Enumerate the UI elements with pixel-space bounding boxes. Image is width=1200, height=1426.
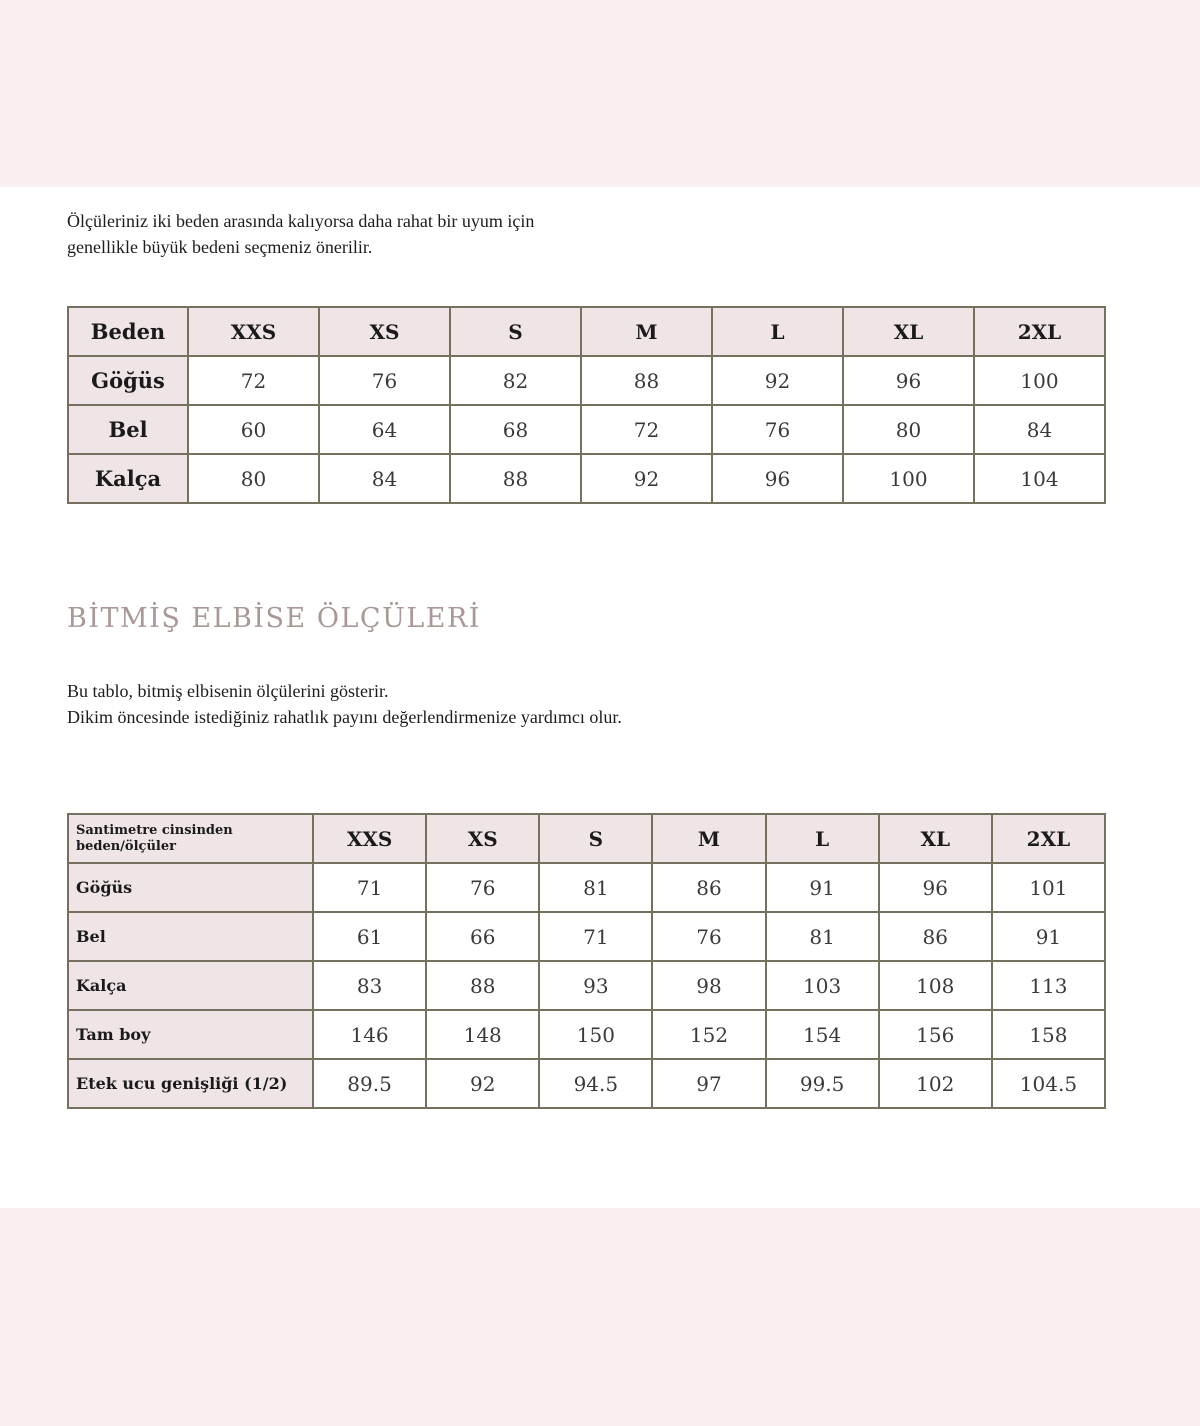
table-cell: 104 — [974, 454, 1105, 503]
table-header-row — [68, 814, 1105, 863]
size-advice-line-1: Ölçüleriniz iki beden arasında kalıyorsa daha rahat bir uyum için — [67, 211, 535, 231]
table-row — [68, 863, 1105, 912]
table-cell: 71 — [539, 912, 652, 961]
table-cell: 91 — [766, 863, 879, 912]
table-cell: 82 — [450, 356, 581, 405]
table-cell: 146 — [313, 1010, 426, 1059]
table-cell: 100 — [974, 356, 1105, 405]
size-header-xl: XL — [879, 814, 992, 863]
finished-dress-table — [67, 813, 1106, 1109]
table-cell: 100 — [843, 454, 974, 503]
table-cell: 80 — [843, 405, 974, 454]
table-row — [68, 961, 1105, 1010]
table-cell: 92 — [426, 1059, 539, 1108]
row-label-hem-width: Etek ucu genişliği (1/2) — [68, 1059, 313, 1108]
table-cell: 156 — [879, 1010, 992, 1059]
size-header-xs: XS — [426, 814, 539, 863]
table-cell: 98 — [652, 961, 765, 1010]
table-cell: 76 — [426, 863, 539, 912]
table-cell: 72 — [188, 356, 319, 405]
table-cell: 83 — [313, 961, 426, 1010]
row-label-chest: Göğüs — [68, 863, 313, 912]
table-cell: 88 — [450, 454, 581, 503]
row-label-full-length: Tam boy — [68, 1010, 313, 1059]
table-cell: 72 — [581, 405, 712, 454]
table-cell: 104.5 — [992, 1059, 1105, 1108]
table-cell: 76 — [712, 405, 843, 454]
table-cell: 113 — [992, 961, 1105, 1010]
table-cell: 92 — [581, 454, 712, 503]
size-header-2xl: 2XL — [974, 307, 1105, 356]
table-header-row — [68, 307, 1105, 356]
table-row — [68, 1059, 1105, 1108]
size-advice-line-2: genellikle büyük bedeni seçmeniz önerilir. — [67, 237, 373, 257]
table-cell: 108 — [879, 961, 992, 1010]
table-cell: 89.5 — [313, 1059, 426, 1108]
row-label-chest: Göğüs — [68, 356, 188, 405]
table-cell: 60 — [188, 405, 319, 454]
size-header-2xl: 2XL — [992, 814, 1105, 863]
unit-header-label — [68, 814, 313, 863]
table-row — [68, 1010, 1105, 1059]
row-label-hip: Kalça — [68, 454, 188, 503]
table-cell: 96 — [712, 454, 843, 503]
size-header-xxs: XXS — [188, 307, 319, 356]
table-cell: 88 — [426, 961, 539, 1010]
size-advice-text — [67, 208, 767, 260]
bottom-banner — [0, 1208, 1200, 1426]
table-cell: 154 — [766, 1010, 879, 1059]
size-header-label: Beden — [68, 307, 188, 356]
table-row — [68, 454, 1105, 503]
size-header-s: S — [539, 814, 652, 863]
size-header-m: M — [652, 814, 765, 863]
table-cell: 94.5 — [539, 1059, 652, 1108]
table-cell: 88 — [581, 356, 712, 405]
table-cell: 152 — [652, 1010, 765, 1059]
table-cell: 96 — [843, 356, 974, 405]
size-header-xs: XS — [319, 307, 450, 356]
size-header-l: L — [712, 307, 843, 356]
table-cell: 84 — [319, 454, 450, 503]
table-cell: 86 — [652, 863, 765, 912]
description-line-2: Dikim öncesinde istediğiniz rahatlık payını değerlendirmenize yardımcı olur. — [67, 707, 622, 727]
table-cell: 92 — [712, 356, 843, 405]
table-cell: 148 — [426, 1010, 539, 1059]
table-row — [68, 356, 1105, 405]
size-header-m: M — [581, 307, 712, 356]
table-row — [68, 912, 1105, 961]
section-heading: BİTMİŞ ELBİSE ÖLÇÜLERİ — [67, 603, 481, 634]
table-cell: 99.5 — [766, 1059, 879, 1108]
row-label-waist: Bel — [68, 912, 313, 961]
table-cell: 101 — [992, 863, 1105, 912]
table-row — [68, 405, 1105, 454]
description-line-1: Bu tablo, bitmiş elbisenin ölçülerini gösterir. — [67, 681, 389, 701]
table-cell: 96 — [879, 863, 992, 912]
table-cell: 93 — [539, 961, 652, 1010]
table-cell: 64 — [319, 405, 450, 454]
unit-header-line-1: Santimetre cinsinden — [76, 822, 233, 838]
unit-header-line-2: beden/ölçüler — [76, 838, 176, 854]
table-cell: 66 — [426, 912, 539, 961]
table-cell: 71 — [313, 863, 426, 912]
section-description — [67, 678, 967, 730]
size-header-xl: XL — [843, 307, 974, 356]
table-cell: 76 — [652, 912, 765, 961]
size-header-l: L — [766, 814, 879, 863]
table-cell: 61 — [313, 912, 426, 961]
table-cell: 150 — [539, 1010, 652, 1059]
body-measurements-table — [67, 306, 1106, 504]
table-cell: 158 — [992, 1010, 1105, 1059]
size-header-s: S — [450, 307, 581, 356]
table-cell: 91 — [992, 912, 1105, 961]
top-banner — [0, 0, 1200, 187]
table-cell: 84 — [974, 405, 1105, 454]
row-label-hip: Kalça — [68, 961, 313, 1010]
table-cell: 97 — [652, 1059, 765, 1108]
table-cell: 68 — [450, 405, 581, 454]
table-cell: 86 — [879, 912, 992, 961]
table-cell: 80 — [188, 454, 319, 503]
size-header-xxs: XXS — [313, 814, 426, 863]
table-cell: 102 — [879, 1059, 992, 1108]
table-cell: 81 — [539, 863, 652, 912]
table-cell: 76 — [319, 356, 450, 405]
table-cell: 103 — [766, 961, 879, 1010]
row-label-waist: Bel — [68, 405, 188, 454]
table-cell: 81 — [766, 912, 879, 961]
